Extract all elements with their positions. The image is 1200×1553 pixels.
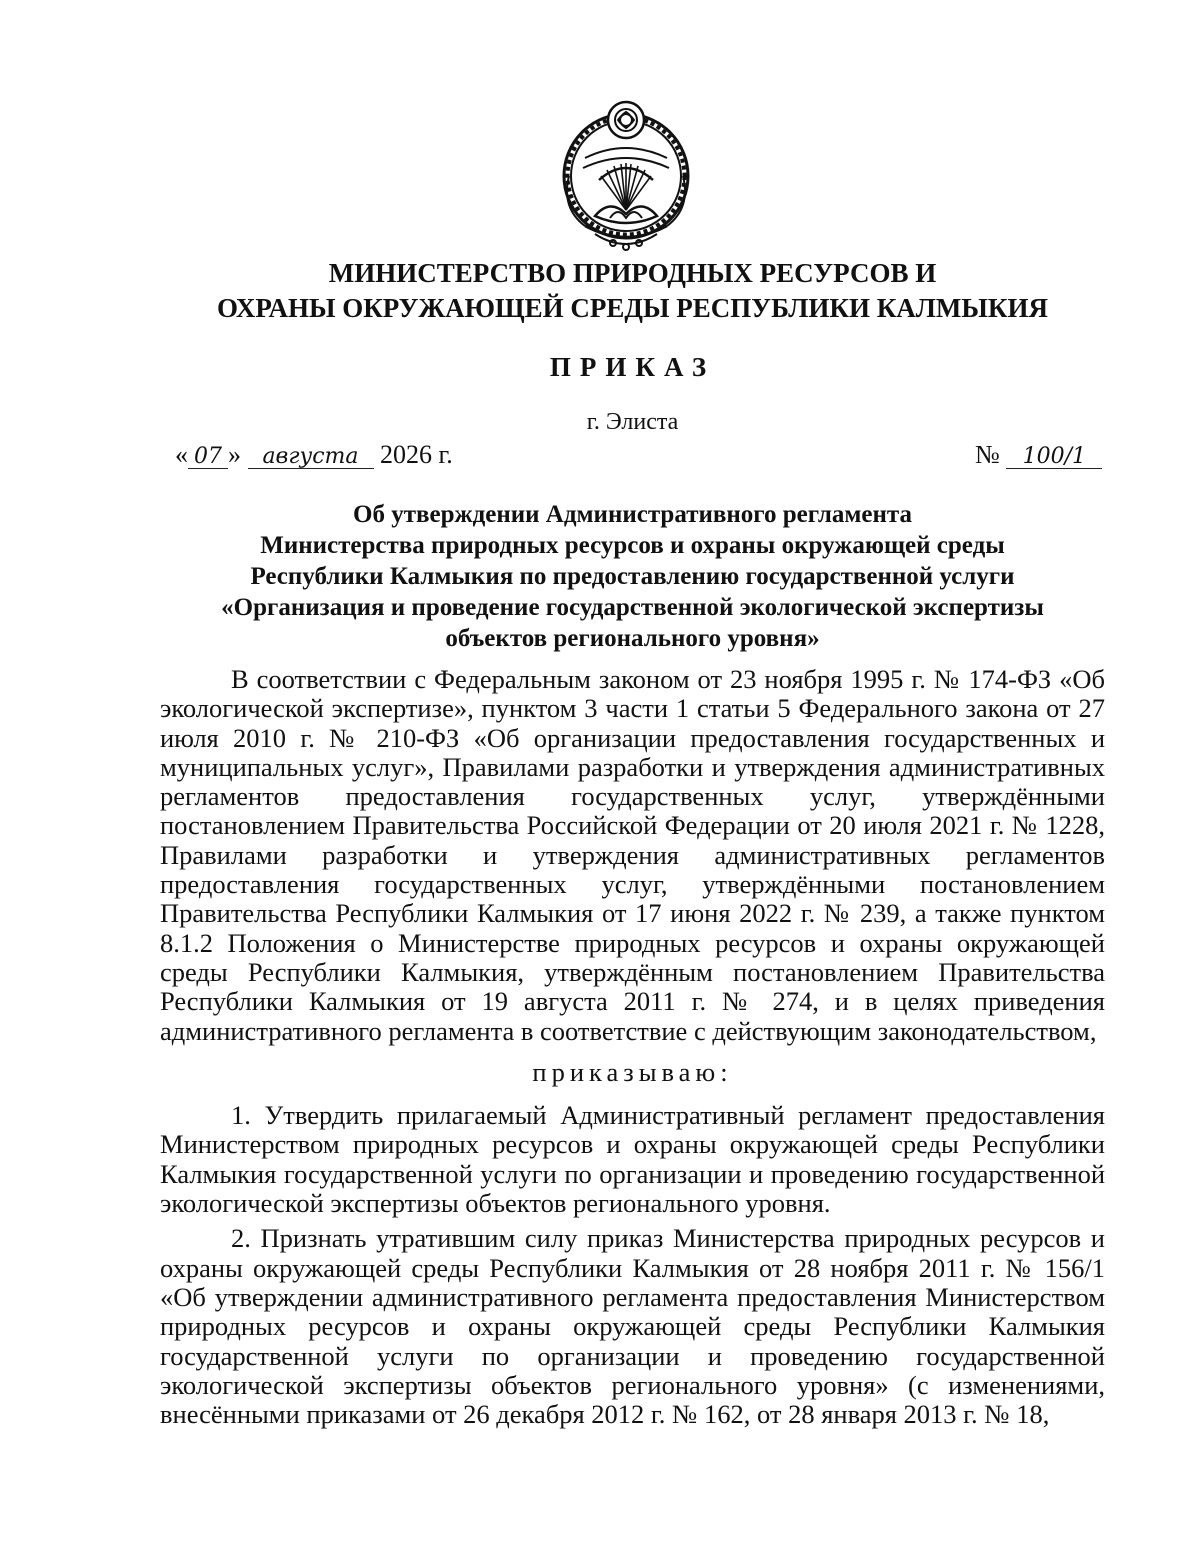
date-close-quote: » (228, 440, 241, 469)
date-day-handwritten: 07 (188, 446, 228, 469)
item-1-paragraph: 1. Утвердить прилагаемый Административный регламент предоставления Министерством природных ресурсов и охраны окружающей среды Республики Калмыкия государственной услуги по организации и проведению государственной экологической экспертизы объектов регионального уровня. (160, 1100, 1105, 1219)
subject-line-5: объектов регионального уровня» (445, 625, 820, 652)
ministry-name (160, 256, 1105, 326)
date-month-handwritten: августа (248, 446, 374, 469)
ministry-name-line-1: МИНИСТЕРСТВО ПРИРОДНЫХ РЕСУРСОВ И (328, 258, 937, 288)
calmykia-coat-of-arms-icon (555, 98, 697, 258)
date-open-quote: « (175, 440, 188, 469)
number-value-handwritten: 100/1 (1006, 446, 1102, 469)
city-label: г. Элиста (586, 409, 679, 435)
subject-line-4: «Организация и проведение государственной экологической экспертизы (221, 594, 1044, 621)
subject-line-2: Министерства природных ресурсов и охраны окружающей среды (260, 532, 1005, 559)
item-2-paragraph: 2. Признать утратившим силу приказ Министерства природных ресурсов и охраны окружающей среды Республики Калмыкия от 28 ноября 2011 г. № 156/1 «Об утверждении административного регламента предоставления Министерством природных ресурсов и охраны окружающей среды Республики Калмыкия государственной услуги по организации и проведению государственной экологической экспертизы объектов регионального уровня» (с изменениями, внесёнными приказами от 26 декабря 2012 г. № 162, от 28 января 2013 г. № 18, (160, 1223, 1105, 1430)
document-date (175, 440, 453, 470)
number-prefix: № (975, 440, 1000, 469)
subject-line-3: Республики Калмыкия по предоставлению государственной услуги (250, 563, 1015, 590)
document-subject (160, 499, 1105, 654)
document-number (975, 440, 1102, 470)
preamble-paragraph: В соответствии с Федеральным законом от 23 ноября 1995 г. № 174-ФЗ «Об экологической экспертизе», пунктом 3 части 1 статьи 5 Федерального закона от 27 июля 2010 г. № 210-ФЗ «Об организации предоставления государственных и муниципальных услуг», Правилами разработки и утверждения административных регламентов предоставления государственных услуг, утверждёнными постановлением Правительства Российской Федерации от 20 июля 2021 г. № 1228, Правилами разработки и утверждения административных регламентов предоставления государственных услуг, утверждёнными постановлением Правительства Республики Калмыкия от 17 июня 2022 г. № 239, а также пунктом 8.1.2 Положения о Министерстве природных ресурсов и охраны окружающей среды Республики Калмыкия, утверждённым постановлением Правительства Республики Калмыкия от 19 августа 2011 г. № 274, и в целях приведения административного регламента в соответствие с действующим законодательством, (160, 664, 1105, 1046)
decree-word: приказываю: (532, 1056, 733, 1087)
date-year: 2026 г. (380, 440, 453, 469)
ministry-name-line-2: ОХРАНЫ ОКРУЖАЮЩЕЙ СРЕДЫ РЕСПУБЛИКИ КАЛМЫКИЯ (217, 293, 1048, 323)
document-type-title: ПРИКАЗ (549, 352, 716, 382)
subject-line-1: Об утверждении Административного регламента (353, 501, 912, 528)
document-body (160, 665, 1105, 1429)
